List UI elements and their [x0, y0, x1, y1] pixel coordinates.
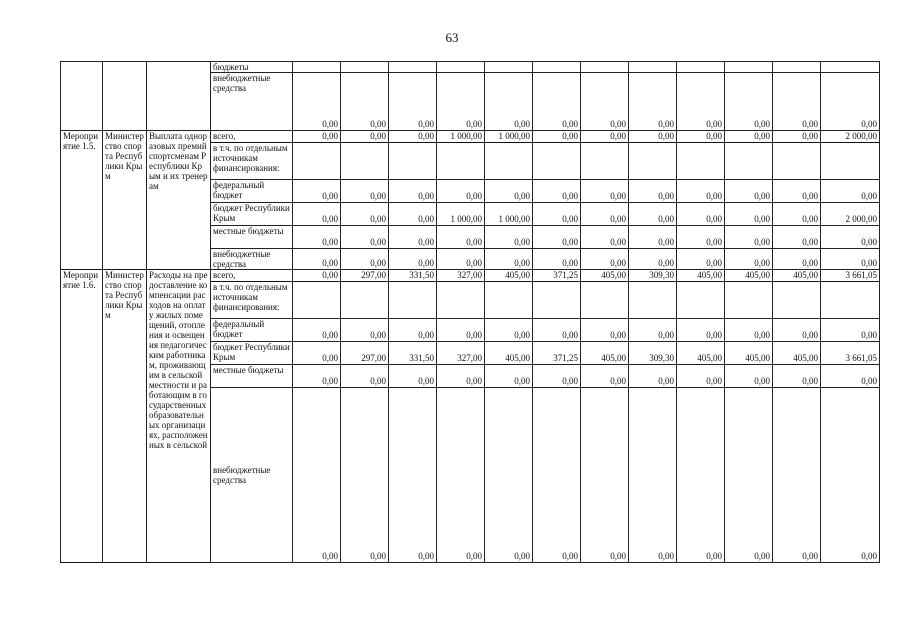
activity-name-cell: [147, 62, 211, 131]
value-cell: [293, 62, 341, 73]
value-cell: [677, 143, 725, 180]
value-cell: 0,00: [485, 365, 533, 388]
value-cell: 0,00: [581, 319, 629, 342]
value-cell: 371,25: [533, 270, 581, 282]
value-cell: 0,00: [341, 388, 389, 563]
executor-cell: Министерство спорта Республики Крым: [103, 131, 147, 270]
value-cell: 0,00: [437, 73, 485, 131]
value-cell: 0,00: [821, 365, 880, 388]
value-cell: 0,00: [293, 365, 341, 388]
value-cell: 0,00: [389, 180, 437, 203]
value-cell: 0,00: [629, 180, 677, 203]
activity-name-cell: Выплата одноразовых премий спортсменам Республики Крым и их тренерам: [147, 131, 211, 270]
value-cell: 405,00: [677, 342, 725, 365]
value-cell: 0,00: [389, 319, 437, 342]
value-cell: 0,00: [629, 131, 677, 143]
value-cell: 331,50: [389, 270, 437, 282]
funding-source-label: всего,: [211, 270, 293, 282]
value-cell: [773, 282, 821, 319]
value-cell: 0,00: [533, 131, 581, 143]
value-cell: 0,00: [773, 73, 821, 131]
value-cell: 0,00: [677, 226, 725, 249]
value-cell: [821, 62, 880, 73]
value-cell: 0,00: [773, 203, 821, 226]
value-cell: 0,00: [677, 319, 725, 342]
value-cell: 0,00: [389, 131, 437, 143]
value-cell: [533, 143, 581, 180]
value-cell: [533, 62, 581, 73]
value-cell: 327,00: [437, 270, 485, 282]
value-cell: 0,00: [485, 319, 533, 342]
value-cell: 3 661,05: [821, 342, 880, 365]
value-cell: 0,00: [725, 226, 773, 249]
funding-source-label: местные бюджеты: [211, 226, 293, 249]
value-cell: [629, 143, 677, 180]
value-cell: 0,00: [341, 249, 389, 270]
funding-source-label: в т.ч. по отдельным источникам финансирования:: [211, 143, 293, 180]
value-cell: 0,00: [437, 319, 485, 342]
value-cell: 0,00: [437, 226, 485, 249]
value-cell: 0,00: [773, 131, 821, 143]
value-cell: 0,00: [725, 249, 773, 270]
value-cell: 0,00: [821, 73, 880, 131]
value-cell: 405,00: [581, 342, 629, 365]
value-cell: 0,00: [341, 131, 389, 143]
value-cell: 0,00: [437, 180, 485, 203]
page-number: 63: [445, 30, 459, 45]
activity-id-cell: Мероприятие 1.6.: [61, 270, 103, 563]
value-cell: 309,30: [629, 342, 677, 365]
value-cell: [437, 282, 485, 319]
value-cell: [389, 143, 437, 180]
value-cell: 0,00: [581, 131, 629, 143]
value-cell: 0,00: [533, 73, 581, 131]
table-row: [61, 131, 880, 143]
value-cell: 0,00: [341, 73, 389, 131]
value-cell: [821, 143, 880, 180]
value-cell: [725, 143, 773, 180]
executor-cell: Министерство спорта Республики Крым: [103, 270, 147, 563]
value-cell: 405,00: [485, 342, 533, 365]
value-cell: 0,00: [485, 249, 533, 270]
value-cell: 2 000,00: [821, 203, 880, 226]
value-cell: 405,00: [581, 270, 629, 282]
value-cell: 0,00: [533, 365, 581, 388]
value-cell: [389, 62, 437, 73]
value-cell: [341, 62, 389, 73]
value-cell: [293, 143, 341, 180]
value-cell: 0,00: [629, 249, 677, 270]
value-cell: 0,00: [725, 365, 773, 388]
value-cell: 0,00: [677, 249, 725, 270]
value-cell: 0,00: [293, 73, 341, 131]
value-cell: 0,00: [485, 226, 533, 249]
value-cell: [485, 143, 533, 180]
value-cell: 0,00: [437, 365, 485, 388]
value-cell: 1 000,00: [437, 203, 485, 226]
value-cell: 0,00: [389, 226, 437, 249]
value-cell: 0,00: [533, 180, 581, 203]
value-cell: [581, 282, 629, 319]
value-cell: 0,00: [293, 203, 341, 226]
value-cell: [821, 282, 880, 319]
value-cell: 1 000,00: [485, 131, 533, 143]
value-cell: 0,00: [773, 249, 821, 270]
executor-cell: [103, 62, 147, 131]
value-cell: 0,00: [293, 180, 341, 203]
value-cell: 0,00: [533, 388, 581, 563]
value-cell: 0,00: [821, 319, 880, 342]
value-cell: 0,00: [821, 226, 880, 249]
value-cell: 0,00: [293, 319, 341, 342]
value-cell: [485, 282, 533, 319]
value-cell: 0,00: [773, 226, 821, 249]
funding-source-label: местные бюджеты: [211, 365, 293, 388]
value-cell: 0,00: [389, 388, 437, 563]
funding-source-label: бюджет Республики Крым: [211, 342, 293, 365]
value-cell: 0,00: [581, 226, 629, 249]
value-cell: 0,00: [821, 249, 880, 270]
value-cell: 0,00: [677, 365, 725, 388]
value-cell: [629, 282, 677, 319]
value-cell: 0,00: [581, 203, 629, 226]
value-cell: 0,00: [725, 73, 773, 131]
value-cell: 0,00: [581, 73, 629, 131]
value-cell: 1 000,00: [437, 131, 485, 143]
value-cell: [725, 282, 773, 319]
value-cell: 0,00: [437, 249, 485, 270]
value-cell: 0,00: [341, 365, 389, 388]
value-cell: 327,00: [437, 342, 485, 365]
value-cell: 0,00: [341, 203, 389, 226]
value-cell: [341, 282, 389, 319]
value-cell: 0,00: [293, 342, 341, 365]
activity-id-cell: [61, 62, 103, 131]
value-cell: 405,00: [677, 270, 725, 282]
value-cell: [485, 62, 533, 73]
value-cell: 0,00: [581, 180, 629, 203]
value-cell: 0,00: [341, 226, 389, 249]
value-cell: 0,00: [629, 365, 677, 388]
funding-source-label: внебюджетные средства: [211, 249, 293, 270]
funding-source-label: внебюджетные средства: [211, 388, 293, 563]
value-cell: [581, 143, 629, 180]
value-cell: [437, 62, 485, 73]
value-cell: 0,00: [389, 73, 437, 131]
value-cell: 0,00: [629, 319, 677, 342]
value-cell: 0,00: [821, 180, 880, 203]
value-cell: 0,00: [629, 226, 677, 249]
funding-source-label: в т.ч. по отдельным источникам финансирования:: [211, 282, 293, 319]
value-cell: 0,00: [485, 388, 533, 563]
value-cell: 297,00: [341, 342, 389, 365]
value-cell: 0,00: [581, 388, 629, 563]
value-cell: 0,00: [773, 319, 821, 342]
value-cell: 0,00: [341, 180, 389, 203]
funding-source-label: внебюджетные средства: [211, 73, 293, 131]
value-cell: 0,00: [533, 319, 581, 342]
value-cell: 0,00: [293, 249, 341, 270]
value-cell: 0,00: [533, 249, 581, 270]
value-cell: 0,00: [677, 73, 725, 131]
value-cell: [581, 62, 629, 73]
value-cell: [677, 282, 725, 319]
value-cell: [389, 282, 437, 319]
value-cell: 405,00: [773, 342, 821, 365]
value-cell: 309,30: [629, 270, 677, 282]
value-cell: 0,00: [677, 180, 725, 203]
value-cell: [341, 143, 389, 180]
value-cell: [293, 282, 341, 319]
value-cell: 0,00: [773, 388, 821, 563]
funding-source-label: федеральный бюджет: [211, 180, 293, 203]
value-cell: 0,00: [485, 73, 533, 131]
value-cell: 0,00: [389, 365, 437, 388]
value-cell: 0,00: [677, 388, 725, 563]
value-cell: 0,00: [533, 203, 581, 226]
value-cell: 0,00: [773, 180, 821, 203]
value-cell: 405,00: [725, 270, 773, 282]
value-cell: 0,00: [677, 131, 725, 143]
funding-source-label: федеральный бюджет: [211, 319, 293, 342]
funding-source-label: бюджеты: [211, 62, 293, 73]
value-cell: [533, 282, 581, 319]
table-row: [61, 270, 880, 282]
value-cell: 371,25: [533, 342, 581, 365]
value-cell: 1 000,00: [485, 203, 533, 226]
value-cell: [437, 143, 485, 180]
value-cell: 0,00: [485, 180, 533, 203]
funding-source-label: бюджет Республики Крым: [211, 203, 293, 226]
value-cell: 0,00: [389, 203, 437, 226]
value-cell: 0,00: [581, 249, 629, 270]
value-cell: [773, 143, 821, 180]
value-cell: 0,00: [725, 180, 773, 203]
value-cell: 0,00: [389, 249, 437, 270]
value-cell: 0,00: [773, 365, 821, 388]
value-cell: [725, 62, 773, 73]
value-cell: 0,00: [293, 270, 341, 282]
budget-table: [60, 61, 880, 563]
value-cell: 0,00: [725, 203, 773, 226]
value-cell: [773, 62, 821, 73]
value-cell: 405,00: [485, 270, 533, 282]
activity-name-cell: Расходы на предоставление компенсации расходов на оплату жилых помещений, отопления и освещения педагогическим работникам, проживающим в сельской местности и работающим в государственных образовательных организациях, расположенных в сельской: [147, 270, 211, 563]
value-cell: 0,00: [293, 388, 341, 563]
value-cell: 0,00: [293, 131, 341, 143]
funding-source-label: всего,: [211, 131, 293, 143]
value-cell: 0,00: [629, 203, 677, 226]
value-cell: 331,50: [389, 342, 437, 365]
value-cell: 405,00: [773, 270, 821, 282]
value-cell: 2 000,00: [821, 131, 880, 143]
value-cell: 297,00: [341, 270, 389, 282]
value-cell: 3 661,05: [821, 270, 880, 282]
value-cell: 0,00: [629, 388, 677, 563]
value-cell: 0,00: [677, 203, 725, 226]
value-cell: 405,00: [725, 342, 773, 365]
value-cell: 0,00: [629, 73, 677, 131]
value-cell: 0,00: [437, 388, 485, 563]
value-cell: 0,00: [725, 131, 773, 143]
value-cell: [677, 62, 725, 73]
value-cell: 0,00: [725, 319, 773, 342]
value-cell: 0,00: [293, 226, 341, 249]
value-cell: [629, 62, 677, 73]
activity-id-cell: Мероприятие 1.5.: [61, 131, 103, 270]
value-cell: 0,00: [725, 388, 773, 563]
value-cell: 0,00: [341, 319, 389, 342]
value-cell: 0,00: [581, 365, 629, 388]
value-cell: 0,00: [533, 226, 581, 249]
value-cell: 0,00: [821, 388, 880, 563]
table-row: [61, 62, 880, 73]
